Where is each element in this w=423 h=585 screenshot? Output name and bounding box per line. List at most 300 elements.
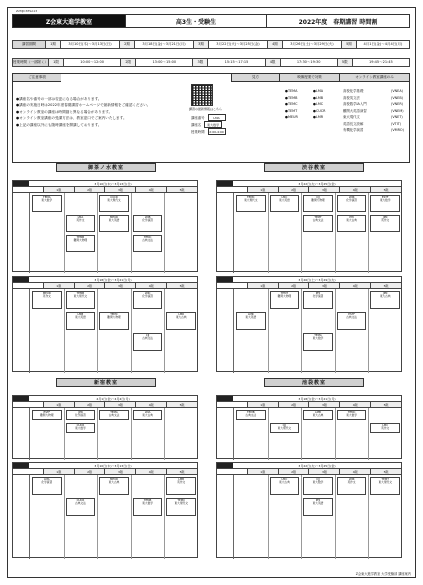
course-cell[interactable]	[133, 215, 163, 232]
grid-column-line	[131, 193, 132, 273]
course-name: 英作文	[381, 426, 390, 431]
grid-column-line	[131, 289, 132, 373]
grid-date: 3月26日(土)～3月29日(火)	[298, 277, 336, 282]
course-code: PHI	[315, 498, 321, 502]
course-code: LMR	[348, 195, 355, 199]
course-cell[interactable]	[303, 291, 333, 309]
course-code: TEMC	[247, 195, 255, 199]
period-header: 5限	[166, 402, 197, 407]
course-code: TEMC	[143, 235, 152, 239]
room-title: 渋谷教室	[264, 163, 364, 172]
period-header: 4限	[135, 283, 166, 288]
notice-line: ●オンライン教室講座の受講方法は、教室窓口でご案内いたします。	[16, 116, 127, 121]
grid-date: 3月22日(火)～3月25日(金)	[298, 181, 336, 186]
grid-body	[217, 408, 401, 460]
period-header: 2限	[278, 469, 309, 474]
period-header: 1限	[247, 469, 278, 474]
course-cell[interactable]	[337, 215, 367, 232]
course-cell[interactable]	[32, 195, 62, 212]
course-cell[interactable]	[66, 423, 96, 433]
course-item: ●LMA	[313, 89, 324, 93]
period-header	[13, 402, 43, 407]
course-cell[interactable]	[236, 410, 266, 420]
course-name: 東大古典	[175, 315, 187, 320]
period-header: 2限	[278, 283, 309, 288]
course-code: CUCR	[110, 195, 118, 199]
grid-date: 3月22日(火)～3月25日(金)	[298, 463, 336, 468]
period-header: 3限	[104, 402, 135, 407]
course-item: 高校英文法	[343, 95, 360, 100]
course-cell[interactable]	[99, 477, 129, 495]
course-code: PHI	[349, 215, 354, 219]
weekly-grid	[12, 180, 198, 272]
course-list-a	[285, 88, 298, 121]
period-header	[13, 469, 43, 474]
course-code: LMC	[144, 291, 151, 295]
period-header: 3限	[308, 283, 339, 288]
grid-column-line	[335, 289, 336, 373]
weekly-grid	[216, 395, 402, 459]
grid-body	[217, 475, 401, 559]
period-header	[217, 402, 247, 407]
period-value: 15:15～17:15	[208, 59, 265, 67]
grid-date: 3月18日(金)～3月21日(月)	[298, 396, 336, 401]
course-name: 化学演習	[142, 294, 153, 299]
period-header: 5限	[370, 187, 401, 192]
term-key: 5期	[341, 41, 356, 49]
course-code: JPN	[382, 291, 388, 295]
period-value: 10:00～12:00	[64, 59, 121, 67]
period-header	[13, 187, 43, 192]
course-cell[interactable]	[270, 423, 300, 433]
course-item: 有機化学演習	[343, 128, 364, 132]
course-name: 東大現代文	[277, 426, 292, 431]
course-name: 古典文法	[245, 413, 257, 418]
term-value: 3月22日(火)～3月25日(金)	[208, 41, 267, 49]
course-code: TEMB	[247, 410, 255, 414]
course-cell[interactable]	[337, 195, 367, 212]
course-name: 東大古典	[279, 480, 290, 485]
notice-line: ●講座の実施日時は2022年度春期講習ホームページで最新情報をご確認ください。	[16, 103, 151, 108]
notice-line: ●上記の講座以外にも随時講座を開講しております。	[16, 122, 102, 127]
term-period-table	[12, 40, 410, 49]
course-code: TEMT	[381, 477, 389, 481]
period-header: 3限	[104, 187, 135, 192]
course-cell[interactable]	[270, 195, 300, 212]
course-code: LMA	[144, 410, 151, 414]
course-code: LMC	[281, 477, 288, 481]
term-value: 3月26日(土)～3月29日(火)	[282, 41, 341, 49]
course-item: 高校数学IA入門	[343, 102, 367, 106]
course-item: (VNET)	[391, 115, 403, 119]
course-cell[interactable]	[32, 410, 62, 420]
course-cell[interactable]	[133, 235, 163, 252]
course-name: 英作文	[347, 480, 356, 485]
legend-value: LMA	[208, 114, 226, 121]
course-name: 東大古典	[108, 480, 120, 485]
course-code: LMR	[348, 477, 355, 481]
grid-column-line	[97, 193, 98, 273]
course-code: TEMT	[280, 291, 289, 295]
term-key: 4期	[267, 41, 282, 49]
grid-body	[217, 193, 401, 273]
period-header: 4限	[339, 469, 370, 474]
period-header: 5限	[370, 283, 401, 288]
room-title: 池袋教室	[264, 378, 364, 387]
period-header	[13, 283, 43, 288]
course-name: 東大現代文	[378, 480, 392, 485]
course-name: 英作文	[381, 218, 390, 223]
period-header: 2限	[74, 187, 105, 192]
course-name: 東大英語	[312, 501, 324, 506]
course-name: 古典文法	[142, 238, 153, 243]
room-title: 御茶ノ水教室	[56, 163, 156, 172]
course-code: TEMA	[314, 333, 322, 337]
course-name: 東大古典	[312, 413, 324, 418]
course-name: 東大古典	[142, 413, 153, 418]
course-cell[interactable]	[303, 498, 333, 516]
course-code: CJJ	[145, 333, 150, 337]
grid-column-line	[301, 408, 302, 460]
period-header: 5限	[370, 402, 401, 407]
course-name: 東大数学	[312, 336, 324, 341]
weekly-grid	[216, 180, 402, 272]
online-heading: オンライン教室講座のみ	[339, 74, 409, 82]
course-code: LMC	[281, 195, 288, 199]
course-cell[interactable]	[99, 312, 129, 330]
course-name: 化学演習	[312, 294, 324, 299]
qr-caption: 講習の最新情報はこちら	[189, 107, 223, 111]
course-cell[interactable]	[32, 291, 62, 309]
course-code: TEMT	[314, 215, 322, 219]
grid-column-line	[368, 193, 369, 273]
course-name: 古典文法	[75, 501, 86, 506]
term-value: 4月1日(金)～4月4日(月)	[356, 41, 409, 49]
grid-column-line	[97, 475, 98, 559]
grid-marker	[13, 277, 29, 282]
grid-marker	[13, 463, 29, 468]
course-name: 難関大物理	[107, 315, 121, 320]
course-code: LMB	[178, 477, 185, 481]
course-name: 東大数学	[41, 198, 53, 203]
term-value: 3月18日(金)～3月21日(月)	[134, 41, 193, 49]
course-cell[interactable]	[370, 477, 400, 495]
legend-value: 東大数学	[204, 121, 222, 128]
course-cell[interactable]	[303, 410, 333, 420]
course-name: 難関大物理	[73, 238, 88, 243]
course-code: JPN	[78, 410, 83, 414]
notice-line: ●オンライン教室の講座は時間割と異なる場合があります。	[16, 109, 113, 114]
course-cell[interactable]	[32, 477, 62, 495]
courses-heading: 映像授業で対策	[279, 74, 339, 82]
period-value: 19:45～21:45	[352, 59, 409, 67]
course-name: 東大数学	[346, 413, 357, 418]
grid-column-line	[301, 475, 302, 559]
course-cell[interactable]	[66, 498, 96, 516]
course-cell[interactable]	[99, 215, 129, 232]
course-item: ●TEMB	[285, 95, 298, 100]
period-key: 4限	[265, 59, 280, 67]
course-item: (VNER)	[391, 102, 403, 106]
course-code: LMC	[382, 423, 389, 427]
grid-marker	[217, 396, 233, 401]
period-value: 13:00～15:00	[136, 59, 193, 67]
legend-key: 授業時間	[191, 130, 205, 134]
weekly-grid	[12, 276, 198, 372]
course-code: LMB	[315, 410, 321, 414]
grid-body	[13, 193, 197, 273]
period-header: 3限	[308, 187, 339, 192]
legend-key: 講座番号	[191, 116, 205, 120]
grid-column-line	[164, 289, 165, 373]
period-key: 3限	[193, 59, 208, 67]
grid-column-line	[268, 475, 269, 559]
course-cell[interactable]	[166, 312, 196, 330]
course-code: CUCR	[76, 498, 85, 502]
period-header: 1限	[43, 283, 74, 288]
course-code: LMA	[77, 215, 84, 219]
term-title: 2022年度 春期講習 時間割	[298, 18, 378, 26]
term-value: 3月10日(木)～3月13日(日)	[61, 41, 120, 49]
period-header: 2限	[278, 187, 309, 192]
grid-column-line	[335, 475, 336, 559]
grid-body	[13, 408, 197, 460]
course-cell[interactable]	[337, 477, 367, 495]
course-code: ESTF	[381, 195, 389, 199]
period-key: 5限	[337, 59, 352, 67]
course-name: 東大英語	[108, 218, 120, 223]
course-name: 東大現代文	[73, 294, 88, 299]
course-name: 東大現代文	[244, 198, 258, 203]
course-code: CJJ	[282, 423, 287, 427]
course-cell[interactable]	[133, 498, 163, 516]
period-header: 5限	[166, 283, 197, 288]
course-code: LMB	[77, 312, 84, 316]
course-code: TEMB	[76, 291, 85, 295]
period-key: 2限	[121, 59, 136, 67]
period-header: 3限	[308, 402, 339, 407]
course-cell[interactable]	[133, 333, 163, 351]
course-name: 東大現代文	[174, 501, 188, 506]
weekly-grid	[216, 462, 402, 558]
room-title: 新宿教室	[56, 378, 156, 387]
course-name: 英作文	[177, 480, 186, 485]
grid-date: 3月10日(木)～3月13日(日)	[94, 181, 132, 186]
course-code: CUCR	[76, 423, 85, 427]
course-item: ●LMB	[313, 95, 324, 100]
grid-column-line	[335, 408, 336, 460]
period-header: 2限	[74, 469, 105, 474]
course-cell[interactable]	[236, 312, 266, 330]
course-name: 東大古典	[346, 218, 357, 223]
course-cell[interactable]	[370, 195, 400, 212]
period-header: 3限	[308, 469, 339, 474]
grid-marker	[217, 277, 233, 282]
grid-marker	[13, 181, 29, 186]
grid-column-line	[368, 475, 369, 559]
grid-date: 4月1日(金)～4月4日(月)	[96, 396, 130, 401]
term-key: 1期	[46, 41, 61, 49]
course-item: ●MEUR	[285, 115, 298, 119]
period-header: 4限	[339, 187, 370, 192]
period-header: 4限	[135, 469, 166, 474]
grid-column-line	[64, 408, 65, 460]
grid-column-line	[301, 289, 302, 373]
course-cell[interactable]	[270, 477, 300, 495]
period-header: 4限	[135, 187, 166, 192]
course-cell[interactable]	[370, 291, 400, 309]
weekly-grid	[12, 395, 198, 459]
course-cell[interactable]	[66, 215, 96, 232]
course-item: ●LMR	[313, 115, 324, 119]
legend-key: 講座名	[191, 123, 202, 127]
period-key: 1限	[49, 59, 64, 67]
course-item: ●CUCR	[313, 108, 326, 113]
period-header: 1限	[43, 469, 74, 474]
weekly-grid	[216, 276, 402, 372]
notice-panel	[12, 73, 410, 163]
grid-column-line	[368, 408, 369, 460]
course-item: 英語長文読解	[343, 121, 364, 126]
course-cell[interactable]	[370, 423, 400, 433]
course-cell[interactable]	[166, 477, 196, 495]
course-name: 化学演習	[41, 480, 53, 485]
course-name: 化学演習	[75, 413, 86, 418]
course-cell[interactable]	[236, 195, 266, 212]
period-header: 2限	[74, 402, 105, 407]
qr-code-icon[interactable]	[191, 84, 213, 106]
course-code: ESTF	[348, 312, 355, 316]
period-header: 3限	[104, 469, 135, 474]
course-name: 難関大物理	[277, 294, 292, 299]
notice-heading: ご注意事項	[13, 74, 61, 82]
grid-column-line	[64, 475, 65, 559]
period-header: 5限	[370, 469, 401, 474]
course-cell[interactable]	[337, 312, 367, 330]
course-cell[interactable]	[166, 498, 196, 516]
period-header	[217, 469, 247, 474]
grid-column-line	[301, 193, 302, 273]
course-name: 古典文法	[346, 315, 357, 320]
course-item: 高校化学基礎	[343, 89, 364, 93]
course-item: (VMRO)	[391, 128, 404, 132]
course-cell[interactable]	[370, 215, 400, 232]
course-item: ●LMC	[313, 102, 324, 106]
period-header: 2限	[74, 283, 105, 288]
course-code: MEUR	[42, 291, 51, 295]
legend-sample	[191, 114, 226, 135]
course-name: 難関大物理	[311, 198, 325, 203]
course-item: (VTIT)	[391, 121, 402, 126]
course-code: LMB	[144, 215, 151, 219]
period-header: 1限	[43, 402, 74, 407]
course-cell[interactable]	[66, 410, 96, 420]
course-name: 東大数学	[75, 426, 86, 431]
course-cell[interactable]	[133, 291, 163, 309]
period-header	[217, 283, 247, 288]
period-header	[217, 187, 247, 192]
grade-label: 高3生・受験生	[125, 15, 267, 27]
course-code: TEMA	[43, 195, 51, 199]
period-value: 17:30～19:30	[280, 59, 337, 67]
document-code: Z2MJC3ESA13	[16, 9, 38, 13]
course-name: 東大英語	[279, 198, 290, 203]
course-cell[interactable]	[99, 195, 129, 212]
course-name: 東大数学	[312, 480, 324, 485]
course-cell[interactable]	[337, 410, 367, 420]
course-cell[interactable]	[66, 312, 96, 330]
course-name: 古典文法	[142, 336, 153, 341]
course-name: 難関大物理	[40, 413, 54, 418]
course-name: 東大数学	[379, 198, 391, 203]
course-name: 英作文	[42, 294, 51, 299]
course-cell[interactable]	[133, 410, 163, 420]
period-header: 5限	[166, 469, 197, 474]
period-header: 5限	[166, 187, 197, 192]
notice-text	[16, 96, 176, 128]
course-list-c	[343, 88, 367, 134]
footer-text: Z会東大進学教室 大学受験部 講座案内	[355, 572, 411, 576]
course-cell[interactable]	[303, 195, 333, 212]
course-name: 化学演習	[346, 198, 357, 203]
course-code: CJJ	[316, 477, 320, 481]
grid-column-line	[97, 408, 98, 460]
course-cell[interactable]	[270, 291, 300, 309]
grid-marker	[217, 463, 233, 468]
course-code: JPN	[382, 215, 388, 219]
course-code: TEMC	[177, 498, 185, 502]
course-name: 東大現代文	[107, 198, 121, 203]
course-cell[interactable]	[99, 410, 129, 420]
class-time-label: 授業時間（一部除く）	[13, 59, 49, 67]
grid-body	[217, 289, 401, 373]
class-time-table	[12, 58, 410, 67]
course-cell[interactable]	[303, 477, 333, 495]
course-code: CJJ	[316, 195, 320, 199]
term-period-label: 講習期間	[13, 41, 46, 49]
notice-line: ●講座名や番号の一部は変更になる場合があります。	[16, 97, 102, 101]
course-cell[interactable]	[66, 235, 96, 252]
course-name: 古典文法	[312, 218, 324, 223]
grid-body	[13, 475, 197, 559]
header-bar	[12, 14, 410, 28]
course-item: 難関大英語演習	[343, 108, 367, 113]
course-name: 東大英語	[245, 315, 257, 320]
grid-column-line	[97, 289, 98, 373]
grid-column-line	[268, 408, 269, 460]
course-code: LMR	[247, 312, 254, 316]
course-cell[interactable]	[303, 215, 333, 232]
course-item: ●TEMT	[285, 108, 298, 113]
period-header: 1限	[43, 187, 74, 192]
legend-heading: 見方	[231, 74, 279, 82]
course-list-b	[313, 88, 326, 121]
course-name: 東大数学	[142, 501, 153, 506]
course-name: 東大英語	[75, 315, 86, 320]
grid-date: 3月18日(金)～3月21日(月)	[94, 277, 132, 282]
course-code: PHI	[315, 291, 321, 295]
course-item: ●TEMA	[285, 89, 298, 93]
period-header: 3限	[104, 283, 135, 288]
course-code: LMR	[178, 312, 185, 316]
course-item: ●TEMC	[285, 102, 298, 106]
period-header: 4限	[135, 402, 166, 407]
course-cell[interactable]	[303, 333, 333, 351]
course-cell[interactable]	[66, 291, 96, 309]
course-code: LMA	[43, 477, 50, 481]
grid-column-line	[131, 475, 132, 559]
grid-date: 3月10日(木)～3月13日(日)	[94, 463, 132, 468]
